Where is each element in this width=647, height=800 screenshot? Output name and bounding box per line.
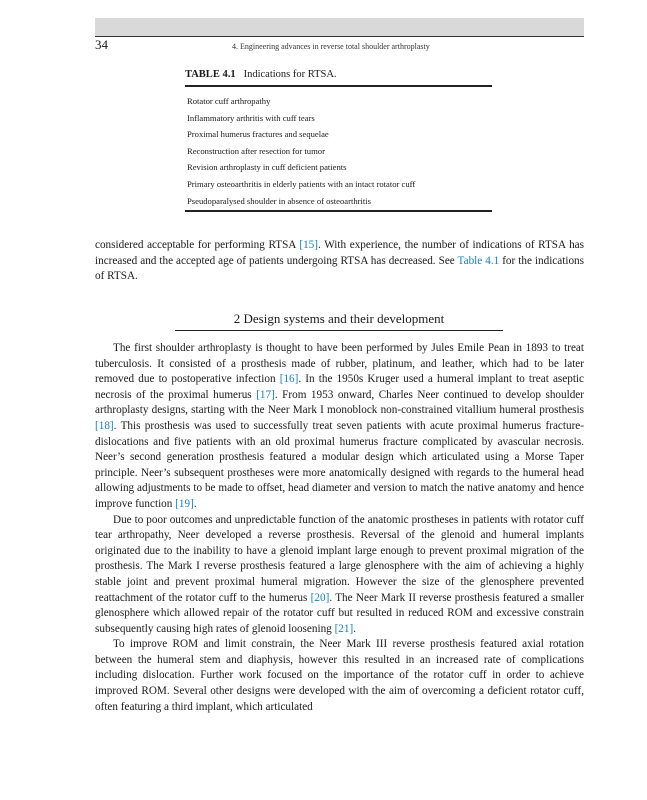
table-4-1 bbox=[185, 68, 492, 212]
page-number: 34 bbox=[95, 37, 108, 52]
intro-paragraph-block bbox=[95, 238, 584, 285]
section-heading: 2 Design systems and their development bbox=[233, 311, 445, 326]
text-run: for the indications of RTSA. bbox=[95, 254, 585, 283]
text-run: . The Neer Mark II reverse prosthesis featured a smaller glenosphere which allowed repair of the rotator cuff but resulted in reduced ROM and excessive constrain subsequently causing high rates of glenoid loosening bbox=[95, 591, 584, 635]
text-run: Due to poor outcomes and unpredictable function of the anatomic prostheses in patients with rotator cuff tear arthropathy, Neer developed a reverse prosthesis. Reversal of the glenoid and humeral implants originated due to the inability to have a glenoid implant large enough to prevent proximal migration of the prosthesis. The Mark I reverse prosthesis featured a large glenosphere with the aim of achieving a highly stable joint and prevent proximal humeral migration. However the size of the glenosphere prevented reattachment of the rotator cuff to the humerus bbox=[95, 513, 584, 604]
text-run: . This prosthesis was used to successfully treat seven patients with acute proximal humerus fracture-dislocations and five patients with an old proximal humerus fracture complicated by avascular necrosis. Neer’s second generation prosthesis featured a modular design which articulated using a Morse Taper principle. Neer’s subsequent prostheses were more anatomically designed with regards to the humeral head allowing adjustments to be made to offset, head diameter and version to match the native anatomy and hence improve function bbox=[95, 419, 584, 510]
table-row: Rotator cuff arthropathy bbox=[187, 96, 271, 106]
body-paragraph bbox=[95, 341, 584, 513]
citation-link[interactable]: [17] bbox=[256, 388, 275, 401]
text-run: . With experience, the number of indications of RTSA has increased and the accepted age of patients undergoing RTSA has decreased. See bbox=[95, 239, 584, 267]
table-reference-link[interactable]: Table 4.1 bbox=[457, 254, 500, 267]
table-caption bbox=[185, 68, 492, 82]
table-row: Primary osteoarthritis in elderly patients with an intact rotator cuff bbox=[187, 178, 416, 189]
text-run: The first shoulder arthroplasty is thought to have been performed by Jules Emile Pean in 1893 to treat tuberculosis. It consisted of a prosthesis made of rubber, platinum, and leather, which had to be later removed due to postoperative infection bbox=[95, 342, 584, 386]
intro-paragraph bbox=[95, 238, 584, 285]
table-title: Indications for RTSA. bbox=[243, 69, 337, 80]
text-run: . In the 1950s Kruger used a humeral implant to treat aseptic necrosis of the proximal humerus bbox=[95, 373, 585, 401]
citation-link[interactable]: [21] bbox=[334, 622, 354, 635]
section-heading-rule bbox=[175, 330, 503, 331]
body-paragraph: To improve ROM and limit constrain, the Neer Mark III reverse prosthesis featured axial rotation between the humeral stem and diaphysis, however this resulted in an increased rate of complications including dislocation. Further work focused on the importance of the rotator cuff in order to achieve improved ROM. Several other designs were developed with the aim of overcoming a deficient rotator cuff, often featuring a third implant, which articulated bbox=[95, 638, 584, 713]
running-head: 4. Engineering advances in reverse total shoulder arthroplasty bbox=[232, 42, 430, 51]
table-row: Inflammatory arthritis with cuff tears bbox=[187, 112, 315, 123]
citation-link[interactable]: [18] bbox=[95, 419, 114, 432]
table-row: Pseudoparalysed shoulder in absence of osteoarthritis bbox=[187, 195, 372, 206]
table-rows bbox=[185, 87, 492, 210]
citation-link[interactable]: [15] bbox=[299, 239, 318, 251]
body-paragraph bbox=[95, 513, 584, 638]
text-run: . From 1953 onward, Charles Neer continued to develop shoulder arthroplasty designs, starting with the Neer Mark I monoblock non-constrained vitallium humeral prosthesis bbox=[95, 388, 584, 417]
text-run: . bbox=[353, 622, 356, 635]
table-label: TABLE 4.1 bbox=[185, 69, 236, 80]
table-row: Reconstruction after resection for tumor bbox=[187, 145, 325, 156]
header-band bbox=[95, 18, 584, 36]
citation-link[interactable]: [20] bbox=[310, 591, 330, 604]
text-run: . bbox=[193, 497, 197, 510]
table-row: Proximal humerus fractures and sequelae bbox=[187, 129, 329, 140]
table-row: Revision arthroplasty in cuff deficient patients bbox=[187, 162, 347, 173]
section-body bbox=[95, 341, 584, 715]
table-bottom-rule bbox=[185, 210, 492, 212]
citation-link[interactable]: [19] bbox=[175, 497, 194, 510]
text-run: considered acceptable for performing RTSA bbox=[95, 239, 300, 251]
citation-link[interactable]: [16] bbox=[279, 373, 299, 386]
header-rule bbox=[95, 36, 584, 37]
